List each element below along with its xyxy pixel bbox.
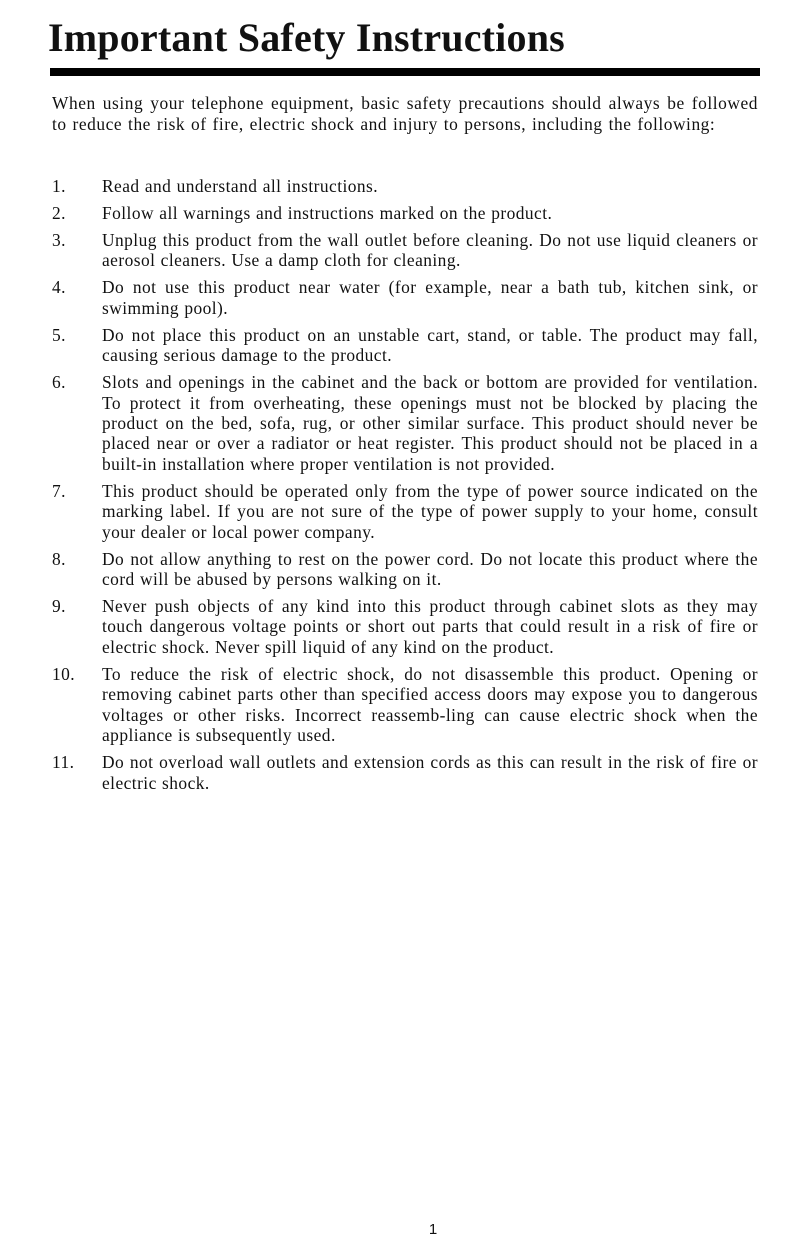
- list-item: [52, 325, 758, 366]
- list-item: [52, 596, 758, 657]
- item-number: 3.: [52, 230, 66, 250]
- item-number: 8.: [52, 548, 66, 569]
- item-text: Do not allow anything to rest on the power cord. Do not locate this product where the cord will be abused by persons walking on it.: [102, 548, 758, 590]
- list-item: [52, 230, 758, 271]
- item-text: Follow all warnings and instructions marked on the product.: [102, 203, 553, 223]
- item-number: 2.: [52, 203, 66, 223]
- item-number: 9.: [52, 596, 66, 617]
- list-item: [52, 176, 758, 196]
- item-number: 7.: [52, 480, 66, 501]
- list-item: [52, 203, 758, 223]
- page-number: 1: [428, 1221, 438, 1238]
- list-item: [52, 752, 758, 793]
- item-number: 10.: [52, 663, 76, 684]
- item-text: This product should be operated only from the type of power source indicated on the marking label. If you are not sure of the type of power supply to your home, consult your dealer or local power company.: [102, 480, 758, 542]
- item-text: Never push objects of any kind into this product through cabinet slots as they may touch dangerous voltage points or short out parts that could result in a risk of fire or electric shock. Never spill liquid of any kind on the product.: [102, 596, 758, 657]
- item-number: 4.: [52, 277, 66, 298]
- item-text: Slots and openings in the cabinet and the back or bottom are provided for ventilation. To protect it from overheating, these openings must not be blocked by placing the product on the bed, sofa, rug, or other similar surface. This product should never be placed near or over a radiator or heat register. This product should not be placed in a built-in installation where proper ventilation is not provided.: [102, 372, 758, 474]
- item-text: To reduce the risk of electric shock, do not disassemble this product. Opening or removing cabinet parts other than specified access doors may expose you to dangerous voltages or other risks. Incorrect reassemb-ling can cause electric shock when the appliance is subsequently used.: [102, 663, 758, 746]
- item-text: Do not use this product near water (for example, near a bath tub, kitchen sink, or swimming pool).: [102, 277, 758, 318]
- page-title: Important Safety Instructions: [48, 15, 565, 60]
- title-rule: [50, 68, 760, 76]
- list-item: [52, 664, 758, 746]
- item-number: 1.: [52, 176, 66, 196]
- item-number: 6.: [52, 372, 66, 393]
- instruction-list: [52, 176, 758, 800]
- list-item: [52, 372, 758, 474]
- item-text: Do not overload wall outlets and extension cords as this can result in the risk of fire or electric shock.: [102, 752, 758, 793]
- list-item: [52, 481, 758, 542]
- item-number: 11.: [52, 752, 75, 773]
- item-text: Do not place this product on an unstable cart, stand, or table. The product may fall, causing serious damage to the product.: [102, 324, 758, 366]
- item-text: Read and understand all instructions.: [102, 176, 379, 196]
- intro-paragraph: When using your telephone equipment, basic safety precautions should always be followed to reduce the risk of fire, electric shock and injury to persons, including the following:: [52, 93, 758, 134]
- list-item: [52, 277, 758, 318]
- list-item: [52, 549, 758, 590]
- item-text: Unplug this product from the wall outlet before cleaning. Do not use liquid cleaners or aerosol cleaners. Use a damp cloth for cleaning.: [102, 230, 758, 271]
- item-number: 5.: [52, 324, 66, 345]
